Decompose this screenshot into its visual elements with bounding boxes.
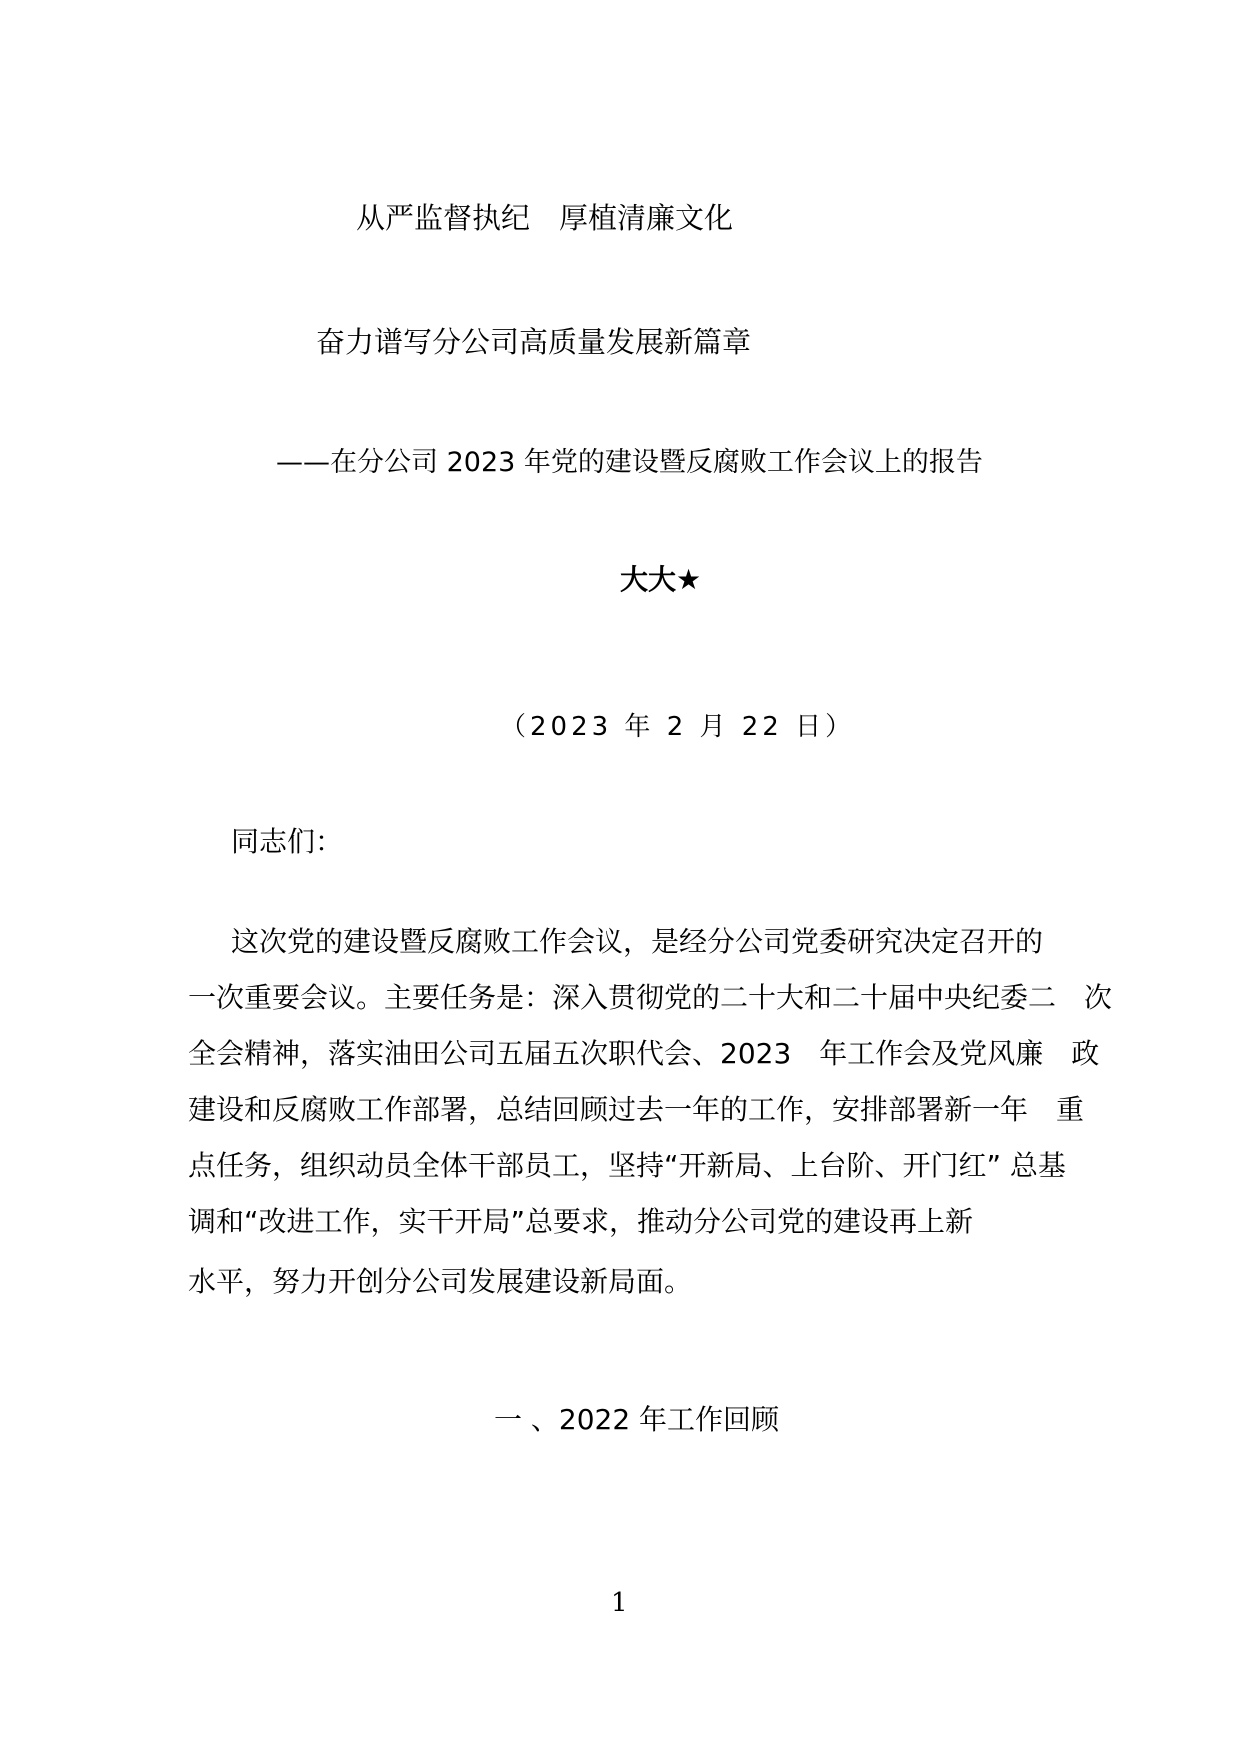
report-date: （2023 年 2 月 22 日） [500,712,856,742]
section-heading: 一 、2022 年工作回顾 [494,1403,780,1436]
title-line-1: 从严监督执纪 厚植清廉文化 [356,201,734,235]
paragraph-line: 调和“改进工作，实干开局”总要求，推动分公司党的建设再上新 [188,1205,974,1238]
subtitle: ——在分公司 2023 年党的建设暨反腐败工作会议上的报告 [276,447,983,478]
paragraph-line: 水平，努力开创分公司发展建设新局面。 [188,1265,693,1298]
paragraph-line: 点任务，组织动员全体干部员工，坚持“开新局、上台阶、开门红” 总基 [188,1149,1066,1182]
page-number: 1 [611,1588,628,1618]
author: 大大★ [620,563,702,596]
paragraph-line: 建设和反腐败工作部署，总结回顾过去一年的工作，安排部署新一年 重 [188,1093,1085,1126]
title-line-2: 奋力谱写分公司高质量发展新篇章 [316,325,752,359]
paragraph-line: 全会精神，落实油田公司五届五次职代会、2023 年工作会及党风廉 政 [188,1037,1100,1070]
paragraph-line: 这次党的建设暨反腐败工作会议，是经分公司党委研究决定召开的 [231,925,1044,958]
paragraph-line: 一次重要会议。主要任务是：深入贯彻党的二十大和二十届中央纪委二 次 [188,981,1113,1014]
greeting: 同志们： [231,825,344,858]
